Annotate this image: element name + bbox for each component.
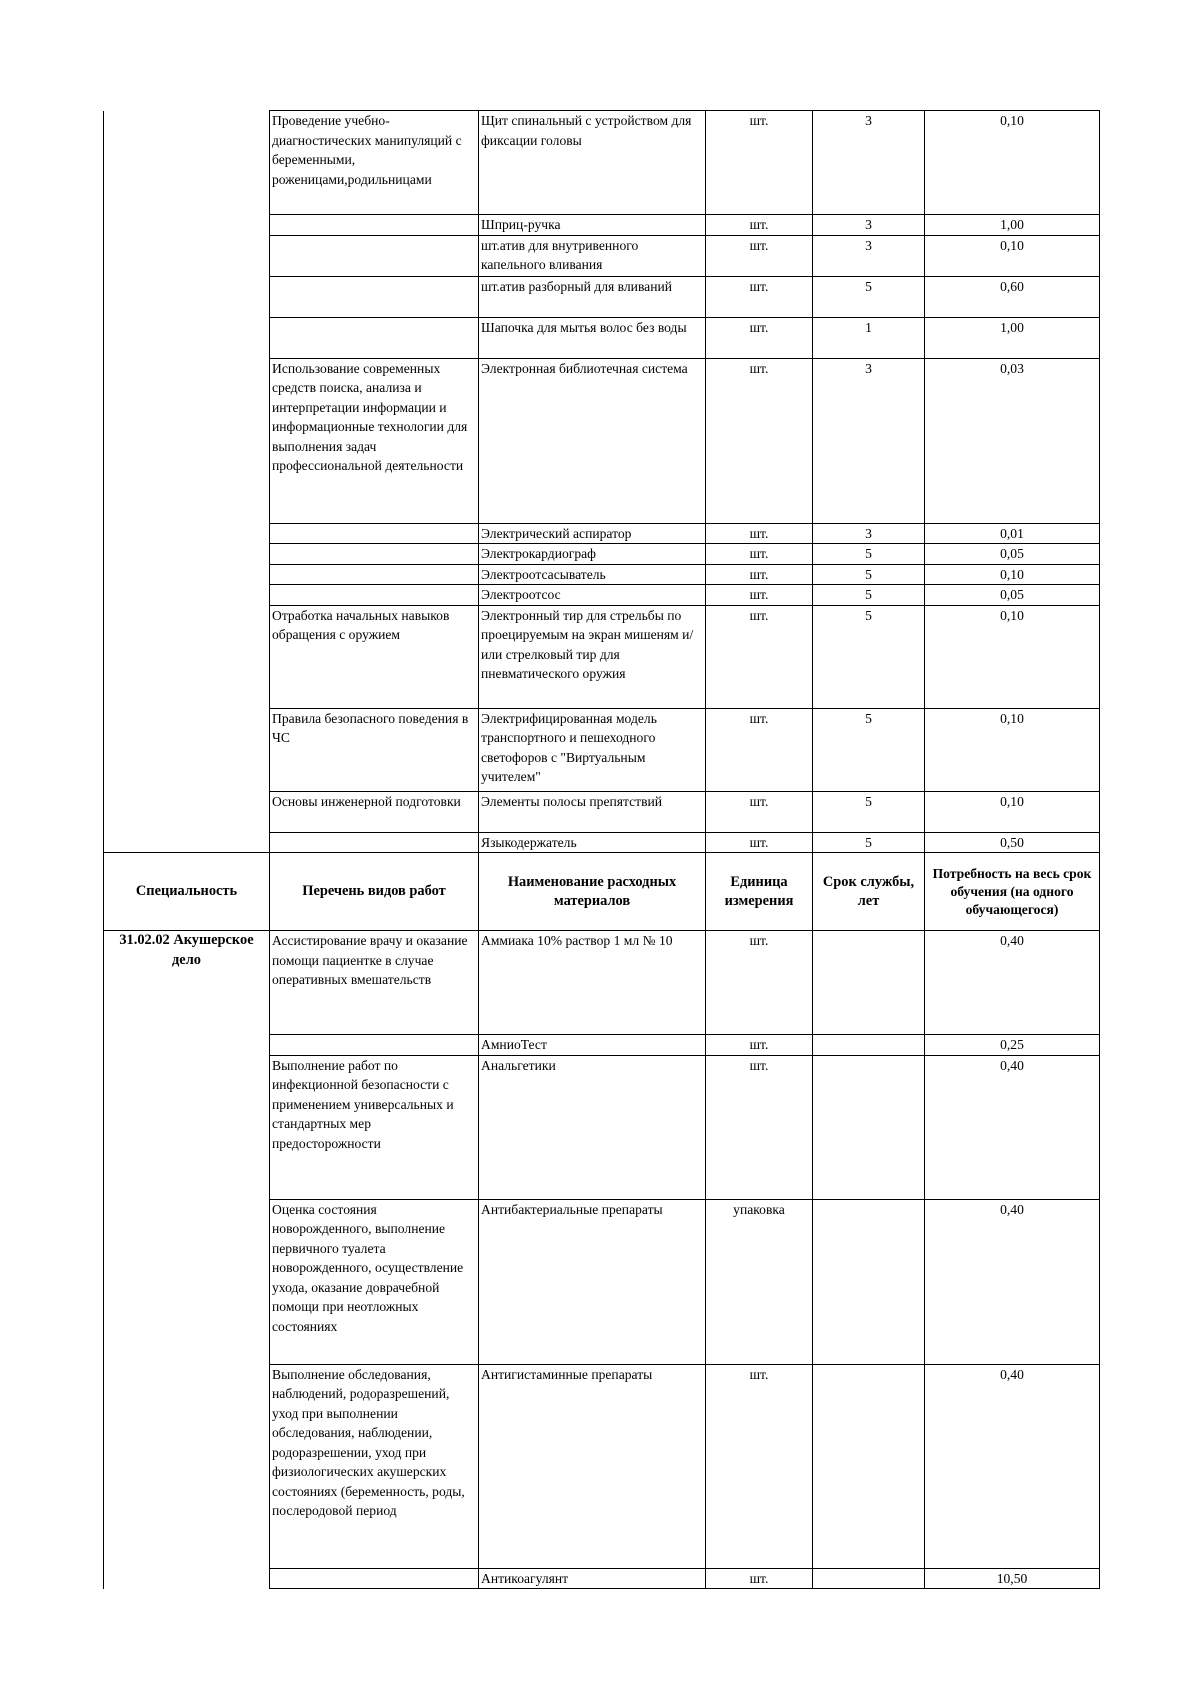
material-cell: АмниоТест — [479, 1035, 706, 1056]
term-cell: 3 — [813, 358, 925, 523]
term-cell: 5 — [813, 605, 925, 708]
unit-cell: шт. — [706, 708, 813, 791]
work-cell — [270, 235, 479, 276]
need-cell: 0,40 — [925, 931, 1100, 1035]
need-cell: 0,60 — [925, 276, 1100, 317]
material-cell: Электрический аспиратор — [479, 523, 706, 544]
need-cell: 0,10 — [925, 564, 1100, 585]
work-cell — [270, 276, 479, 317]
need-cell: 0,40 — [925, 1199, 1100, 1364]
unit-cell: шт. — [706, 111, 813, 215]
need-cell: 0,10 — [925, 111, 1100, 215]
term-cell: 3 — [813, 215, 925, 236]
need-cell: 0,10 — [925, 605, 1100, 708]
material-cell: Шприц-ручка — [479, 215, 706, 236]
unit-cell: шт. — [706, 235, 813, 276]
need-cell: 0,40 — [925, 1055, 1100, 1199]
table-header-row — [104, 853, 1100, 931]
work-cell — [270, 1568, 479, 1589]
work-cell — [270, 564, 479, 585]
materials-table — [103, 110, 1100, 1589]
need-cell: 0,10 — [925, 791, 1100, 832]
unit-cell: шт. — [706, 317, 813, 358]
need-cell: 10,50 — [925, 1568, 1100, 1589]
work-cell — [270, 215, 479, 236]
need-cell: 0,05 — [925, 585, 1100, 606]
term-cell — [813, 1035, 925, 1056]
work-cell: Использование современных средств поиска, анализа и интерпретации информации и информационные технологии для выполнения задач профессиональной деятельности — [270, 358, 479, 523]
unit-cell: шт. — [706, 1035, 813, 1056]
unit-cell: шт. — [706, 1568, 813, 1589]
unit-cell: шт. — [706, 1364, 813, 1568]
term-cell: 5 — [813, 832, 925, 853]
header-need: Потребность на весь срок обучения (на одного обучающегося) — [925, 853, 1100, 931]
term-cell: 3 — [813, 111, 925, 215]
term-cell: 5 — [813, 791, 925, 832]
unit-cell: шт. — [706, 358, 813, 523]
material-cell: Антигистаминные препараты — [479, 1364, 706, 1568]
material-cell: Электрифицированная модель транспортного и пешеходного светофоров с "Виртуальным учителем" — [479, 708, 706, 791]
term-cell — [813, 1568, 925, 1589]
term-cell — [813, 931, 925, 1035]
material-cell: Языкодержатель — [479, 832, 706, 853]
header-specialty: Специальность — [104, 853, 270, 931]
material-cell: шт.атив разборный для вливаний — [479, 276, 706, 317]
material-cell: Электроотсос — [479, 585, 706, 606]
work-cell — [270, 317, 479, 358]
need-cell: 0,10 — [925, 235, 1100, 276]
term-cell: 5 — [813, 276, 925, 317]
need-cell: 0,40 — [925, 1364, 1100, 1568]
table-row — [104, 111, 1100, 215]
material-cell: Электронная библиотечная система — [479, 358, 706, 523]
term-cell — [813, 1199, 925, 1364]
term-cell: 5 — [813, 585, 925, 606]
work-cell: Правила безопасного поведения в ЧС — [270, 708, 479, 791]
need-cell: 0,50 — [925, 832, 1100, 853]
unit-cell: шт. — [706, 605, 813, 708]
material-cell: Электронный тир для стрельбы по проецируемым на экран мишеням и/или стрелковый тир для пневматического оружия — [479, 605, 706, 708]
need-cell: 1,00 — [925, 215, 1100, 236]
unit-cell: шт. — [706, 215, 813, 236]
need-cell: 0,03 — [925, 358, 1100, 523]
unit-cell: шт. — [706, 832, 813, 853]
work-cell: Выполнение работ по инфекционной безопасности с применением универсальных и стандартных мер предосторожности — [270, 1055, 479, 1199]
material-cell: Щит спинальный с устройством для фиксации головы — [479, 111, 706, 215]
unit-cell: шт. — [706, 544, 813, 565]
header-works: Перечень видов работ — [270, 853, 479, 931]
work-cell — [270, 1035, 479, 1056]
term-cell: 5 — [813, 544, 925, 565]
term-cell: 5 — [813, 708, 925, 791]
term-cell: 3 — [813, 523, 925, 544]
material-cell: Анальгетики — [479, 1055, 706, 1199]
need-cell: 0,05 — [925, 544, 1100, 565]
table-row — [104, 931, 1100, 1035]
unit-cell: шт. — [706, 791, 813, 832]
need-cell: 0,10 — [925, 708, 1100, 791]
work-cell — [270, 523, 479, 544]
work-cell: Ассистирование врачу и оказание помощи пациентке в случае оперативных вмешательств — [270, 931, 479, 1035]
specialty-cell-empty — [104, 111, 270, 853]
work-cell: Основы инженерной подготовки — [270, 791, 479, 832]
unit-cell: шт. — [706, 931, 813, 1035]
unit-cell: шт. — [706, 523, 813, 544]
term-cell: 1 — [813, 317, 925, 358]
term-cell — [813, 1364, 925, 1568]
material-cell: Антикоагулянт — [479, 1568, 706, 1589]
header-material: Наименование расходных материалов — [479, 853, 706, 931]
material-cell: Антибактериальные препараты — [479, 1199, 706, 1364]
work-cell — [270, 585, 479, 606]
unit-cell: шт. — [706, 564, 813, 585]
need-cell: 1,00 — [925, 317, 1100, 358]
work-cell — [270, 544, 479, 565]
term-cell: 3 — [813, 235, 925, 276]
unit-cell: шт. — [706, 1055, 813, 1199]
work-cell — [270, 832, 479, 853]
work-cell: Выполнение обследования, наблюдений, родоразрешений, уход при выполнении обследования, наблюдении, родоразрешении, уход при физиологических акушерских состояниях (беременность, роды, послеродовой период — [270, 1364, 479, 1568]
need-cell: 0,01 — [925, 523, 1100, 544]
work-cell: Проведение учебно-диагностических манипуляций с беременными, роженицами,родильницами — [270, 111, 479, 215]
work-cell: Отработка начальных навыков обращения с оружием — [270, 605, 479, 708]
term-cell: 5 — [813, 564, 925, 585]
material-cell: Аммиака 10% раствор 1 мл № 10 — [479, 931, 706, 1035]
header-unit: Единица измерения — [706, 853, 813, 931]
material-cell: Электрокардиограф — [479, 544, 706, 565]
unit-cell: шт. — [706, 585, 813, 606]
material-cell: Элементы полосы препятствий — [479, 791, 706, 832]
term-cell — [813, 1055, 925, 1199]
unit-cell: упаковка — [706, 1199, 813, 1364]
material-cell: Шапочка для мытья волос без воды — [479, 317, 706, 358]
unit-cell: шт. — [706, 276, 813, 317]
need-cell: 0,25 — [925, 1035, 1100, 1056]
header-term: Срок службы, лет — [813, 853, 925, 931]
work-cell: Оценка состояния новорожденного, выполнение первичного туалета новорожденного, осуществление ухода, оказание доврачебной помощи при неотложных состояниях — [270, 1199, 479, 1364]
material-cell: шт.атив для внутривенного капельного вливания — [479, 235, 706, 276]
material-cell: Электроотсасыватель — [479, 564, 706, 585]
specialty-cell: 31.02.02 Акушерское дело — [104, 931, 270, 1589]
